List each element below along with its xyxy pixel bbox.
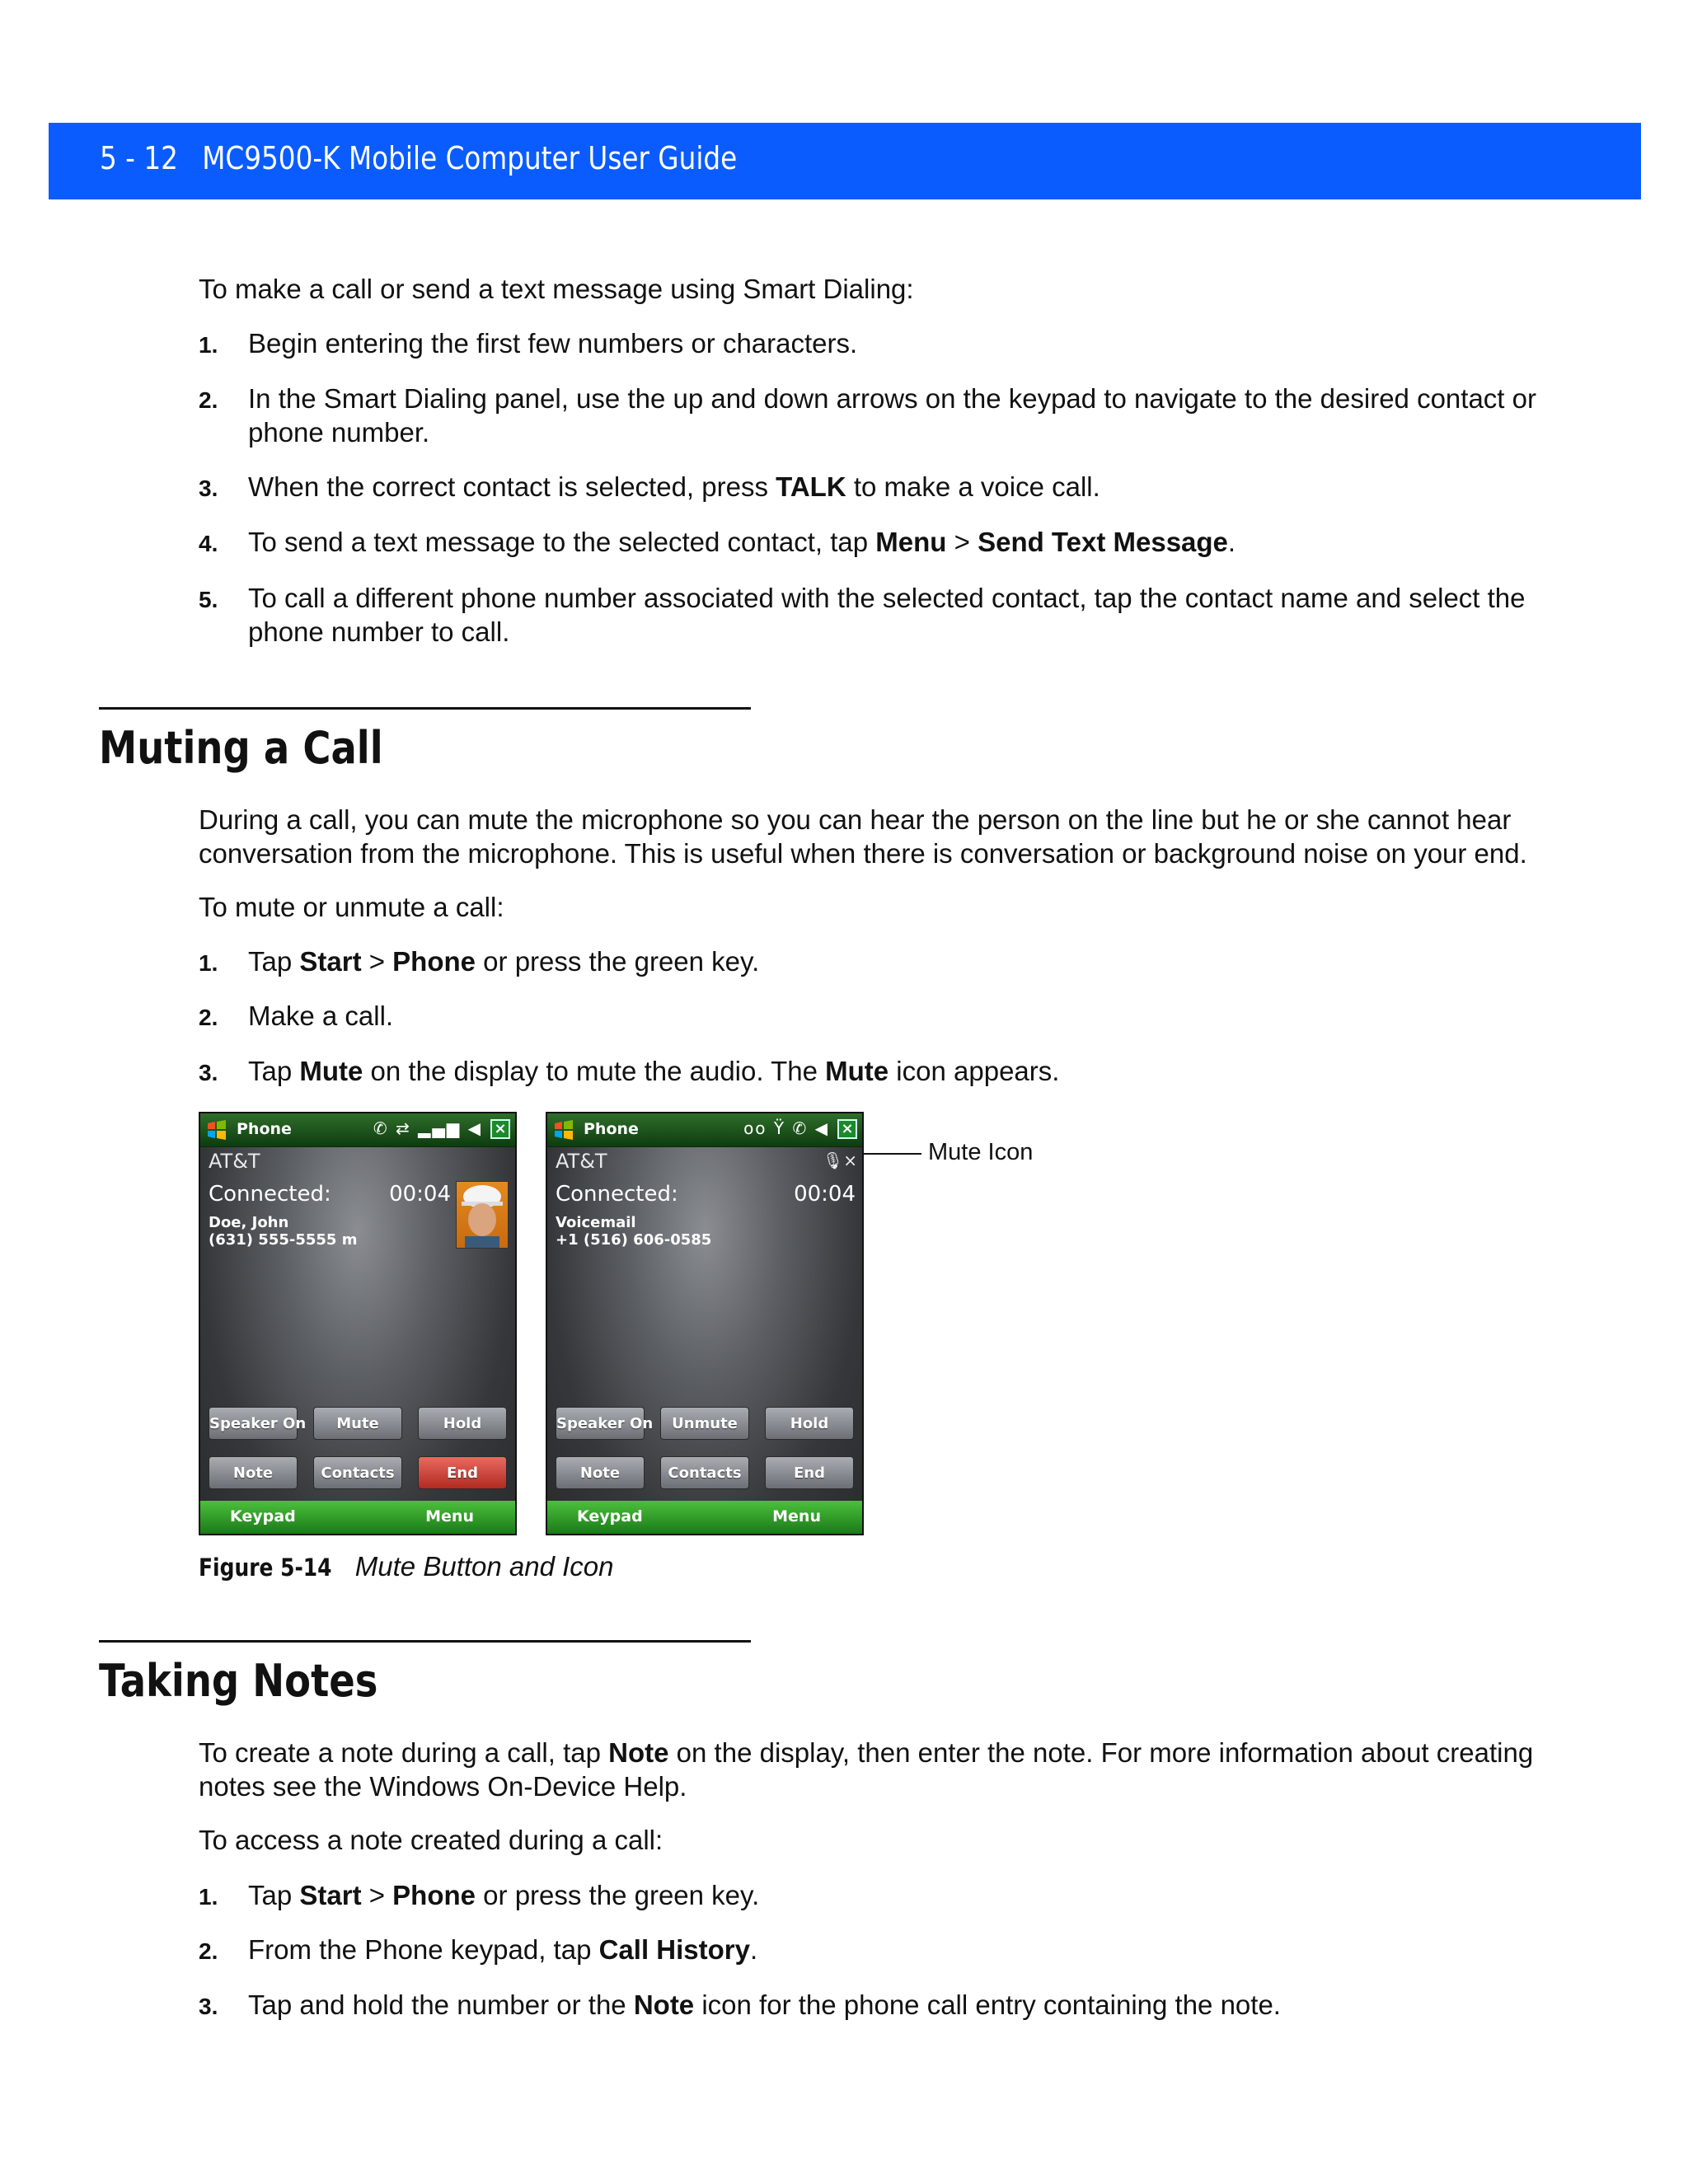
step-number: 2. [199,387,218,413]
hold-button[interactable]: Hold [418,1407,507,1440]
ui-term: Note [608,1737,669,1768]
contact-photo [456,1181,509,1249]
ui-term: Mute [825,1056,889,1086]
mute-button[interactable]: Mute [313,1407,402,1440]
step-number: 3. [199,1060,218,1085]
text-run: > [946,527,978,557]
carrier-name: AT&T [209,1150,260,1173]
text-run: on the display, then enter the note. For more information about creating notes see the Windows On-Device Help. [199,1737,1534,1802]
step-text: To call a different phone number associated with the selected contact, tap the contact name and select the phone number to call. [248,583,1526,647]
note-button[interactable]: Note [556,1456,645,1489]
mute-icon: 🎙× [822,1151,857,1170]
step-number: 1. [199,950,218,976]
mute-icon-callout: Mute Icon [928,1139,1034,1165]
muting-intro: During a call, you can mute the microphone so you can hear the person on the line but he or she cannot hear conversation from the microphone. This is useful when there is conversation or background noise on your end. [199,804,1527,869]
step-text [248,1933,1567,1966]
step-text [248,944,1567,978]
step-text [248,1878,1567,1912]
signal-icon: ▂▄▆ [418,1118,462,1138]
phone-call-icon: ✆ [373,1118,389,1138]
text-run: > [361,1880,393,1910]
menu-softkey[interactable]: Menu [772,1507,821,1526]
text-run: . [1227,527,1236,557]
text-run: Tap [248,1056,300,1086]
notes-intro [199,1736,1567,1803]
step-text [248,1988,1567,2022]
end-call-button[interactable]: End [418,1456,507,1489]
step-text [248,1054,1567,1088]
ui-term: Send Text Message [978,527,1228,557]
keypad-softkey[interactable]: Keypad [577,1507,643,1526]
step-text [248,525,1567,559]
ui-term: Phone [392,1880,476,1910]
page-header [49,123,1641,199]
key-name: TALK [776,471,846,502]
step-number: 5. [199,587,218,612]
speaker-on-button[interactable]: Speaker On [556,1407,645,1440]
step-text: In the Smart Dialing panel, use the up and down arrows on the keypad to navigate to the desired contact or phone number. [248,383,1536,448]
ui-term: Start [299,946,362,977]
app-title: Phone [584,1120,639,1138]
text-run: on the display to mute the audio. The [363,1056,826,1086]
figure-caption [199,1551,614,1582]
smart-dialing-intro: To make a call or send a text message using Smart Dialing: [199,274,914,304]
page-number: 5 - 12 [100,140,178,176]
ui-term: Phone [392,946,476,977]
contact-number: (631) 555-5555 m [209,1231,358,1249]
section-title-notes: Taking Notes [99,1655,378,1707]
book-title: MC9500-K Mobile Computer User Guide [202,140,738,176]
section-rule [99,1640,751,1643]
text-run: icon for the phone call entry containing the note. [694,1990,1281,2020]
antenna-icon: Ÿ [773,1118,786,1138]
section-title-muting: Muting a Call [99,722,383,774]
ui-term: Menu [875,527,947,557]
ui-term: Note [633,1990,695,2020]
step-number: 2. [199,1005,218,1030]
ui-term: Start [299,1880,362,1910]
app-title: Phone [237,1120,292,1138]
step-number: 2. [199,1938,218,1964]
figure-title: Mute Button and Icon [354,1551,614,1582]
close-icon[interactable]: × [837,1119,857,1139]
step-number: 1. [199,1884,218,1910]
call-timer: 00:04 [389,1182,451,1207]
soft-key-bar [200,1501,515,1534]
hold-button[interactable]: Hold [765,1407,854,1440]
step-text [248,470,1567,504]
note-button[interactable]: Note [209,1456,298,1489]
contact-info [209,1214,357,1249]
figure-label: Figure 5-14 [199,1554,332,1582]
title-bar [200,1113,515,1147]
call-status: Connected: [556,1182,678,1207]
contact-number: +1 (516) 606-0585 [556,1231,712,1249]
contact-info [556,1214,711,1249]
step-text: Make a call. [248,1001,394,1031]
step-number: 3. [199,476,218,501]
voicemail-icon: oo [743,1118,767,1138]
text-run: or press the green key. [476,1880,760,1910]
contact-name: Voicemail [556,1214,636,1231]
volume-icon[interactable]: ◀︎ [467,1118,482,1138]
step-number: 1. [199,332,218,358]
text-run: > [361,946,393,977]
text-run: Tap and hold the number or the [248,1990,634,2020]
contact-avatar-icon [457,1182,508,1248]
status-icons [743,1118,829,1138]
contacts-button[interactable]: Contacts [660,1456,749,1489]
contacts-button[interactable]: Contacts [313,1456,402,1489]
text-run: Tap [248,946,300,977]
step-text: Begin entering the first few numbers or characters. [248,328,858,359]
soft-key-bar [547,1501,862,1534]
ui-term: Mute [299,1056,363,1086]
notes-lead: To access a note created during a call: [199,1825,663,1855]
status-icons [373,1118,482,1138]
windows-start-icon[interactable] [205,1118,228,1141]
text-run: or press the green key. [476,946,760,977]
contact-name: Doe, John [209,1214,289,1231]
text-run: . [749,1934,758,1965]
ui-term: Call History [598,1934,750,1965]
step-number: 3. [199,1994,218,2019]
text-run: Tap [248,1880,300,1910]
text-run: When the correct contact is selected, press [248,471,776,502]
section-rule [99,707,751,710]
text-run: To create a note during a call, tap [199,1737,609,1768]
unmute-button[interactable]: Unmute [660,1407,749,1440]
muting-lead: To mute or unmute a call: [199,892,504,922]
keypad-softkey[interactable]: Keypad [230,1507,296,1526]
text-run: To send a text message to the selected contact, tap [248,527,876,557]
windows-start-icon[interactable] [552,1118,575,1141]
sync-icon: ⇄ [395,1118,411,1138]
text-run: From the Phone keypad, tap [248,1934,599,1965]
phone-screen-muted-after [546,1112,864,1535]
call-timer: 00:04 [794,1182,856,1207]
header-text [100,140,737,176]
text-run: to make a voice call. [846,471,1100,502]
phone-screen-muted-before [199,1112,517,1535]
menu-softkey[interactable]: Menu [425,1507,474,1526]
callout-leader-line [864,1153,921,1155]
step-number: 4. [199,531,218,556]
title-bar [547,1113,862,1147]
carrier-name: AT&T [556,1150,607,1173]
close-icon[interactable]: × [490,1119,510,1139]
speaker-on-button[interactable]: Speaker On [209,1407,298,1440]
call-status: Connected: [209,1182,331,1207]
text-run: icon appears. [889,1056,1060,1086]
phone-call-icon: ✆ [792,1118,809,1138]
end-call-button[interactable]: End [765,1456,854,1489]
volume-icon[interactable]: ◀︎ [814,1118,829,1138]
